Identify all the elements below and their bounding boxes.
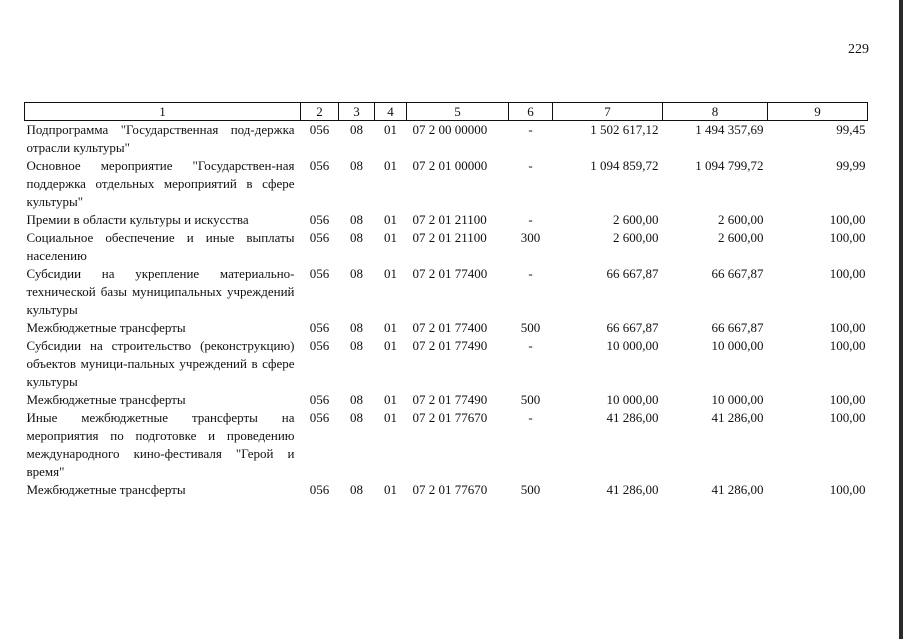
row-target-code: 07 2 01 00000 [412,158,488,173]
table-row [25,211,868,229]
header-col-2: 2 [301,103,339,121]
row-target-code: 07 2 01 77670 [412,482,488,497]
row-target-code: 07 2 01 77670 [412,410,488,425]
row-subsection-code: 01 [384,266,397,281]
row-expense-type: - [528,410,533,425]
row-subsection-code: 01 [384,122,397,137]
table-row [25,157,868,211]
row-ministry-code: 056 [309,266,330,281]
row-section-code: 08 [350,410,363,425]
row-expense-type: - [528,122,533,137]
row-target-code: 07 2 01 77400 [412,266,488,281]
row-subsection-code: 01 [384,212,397,227]
row-name: Межбюджетные трансферты [26,482,186,497]
row-percent: 100,00 [829,320,866,335]
row-target-code: 07 2 01 77400 [412,320,488,335]
row-percent: 99,99 [836,158,866,173]
row-target-code: 07 2 01 21100 [412,230,487,245]
row-name: Межбюджетные трансферты [26,320,186,335]
row-actual-amount: 1 094 799,72 [695,158,764,173]
row-name: Социальное обеспечение и иные выплаты населению [26,230,295,263]
row-percent: 100,00 [829,392,866,407]
row-actual-amount: 41 286,00 [711,482,764,497]
row-ministry-code: 056 [309,410,330,425]
table-row [25,391,868,409]
budget-table [24,102,868,499]
header-col-8: 8 [663,103,768,121]
header-col-7: 7 [553,103,663,121]
row-name: Субсидии на строительство (реконструкцию) объектов муници-пальных учреждений в сфере культуры [26,338,295,389]
table-row [25,121,868,158]
table-row [25,265,868,319]
header-col-4: 4 [375,103,407,121]
table-row [25,481,868,499]
row-actual-amount: 2 600,00 [718,230,764,245]
row-percent: 99,45 [836,122,866,137]
row-planned-amount: 10 000,00 [606,392,659,407]
row-planned-amount: 1 094 859,72 [590,158,659,173]
row-actual-amount: 41 286,00 [711,410,764,425]
row-percent: 100,00 [829,230,866,245]
header-col-3: 3 [339,103,375,121]
row-expense-type: 300 [520,230,541,245]
header-col-5: 5 [407,103,509,121]
row-expense-type: - [528,212,533,227]
row-subsection-code: 01 [384,392,397,407]
row-expense-type: 500 [520,392,541,407]
row-subsection-code: 01 [384,410,397,425]
row-expense-type: - [528,266,533,281]
row-subsection-code: 01 [384,320,397,335]
row-planned-amount: 2 600,00 [613,212,659,227]
row-actual-amount: 10 000,00 [711,392,764,407]
table-header-row [25,103,868,121]
row-section-code: 08 [350,482,363,497]
table-row [25,319,868,337]
row-planned-amount: 41 286,00 [606,410,659,425]
row-percent: 100,00 [829,338,866,353]
table-row [25,409,868,481]
row-planned-amount: 66 667,87 [606,266,659,281]
row-planned-amount: 66 667,87 [606,320,659,335]
row-expense-type: - [528,158,533,173]
row-subsection-code: 01 [384,338,397,353]
row-ministry-code: 056 [309,320,330,335]
row-ministry-code: 056 [309,482,330,497]
row-ministry-code: 056 [309,158,330,173]
header-col-1: 1 [25,103,301,121]
row-target-code: 07 2 01 77490 [412,392,488,407]
row-expense-type: 500 [520,482,541,497]
table-row [25,229,868,265]
row-expense-type: - [528,338,533,353]
row-actual-amount: 10 000,00 [711,338,764,353]
row-subsection-code: 01 [384,482,397,497]
row-actual-amount: 1 494 357,69 [695,122,764,137]
row-actual-amount: 66 667,87 [711,320,764,335]
row-ministry-code: 056 [309,230,330,245]
row-planned-amount: 41 286,00 [606,482,659,497]
row-percent: 100,00 [829,410,866,425]
row-actual-amount: 66 667,87 [711,266,764,281]
row-section-code: 08 [350,122,363,137]
row-name: Субсидии на укрепление материально-технической базы муниципальных учреждений культуры [26,266,295,317]
row-target-code: 07 2 00 00000 [412,122,488,137]
row-percent: 100,00 [829,482,866,497]
row-section-code: 08 [350,212,363,227]
header-col-9: 9 [768,103,868,121]
header-col-6: 6 [509,103,553,121]
row-ministry-code: 056 [309,338,330,353]
row-percent: 100,00 [829,212,866,227]
row-ministry-code: 056 [309,122,330,137]
row-subsection-code: 01 [384,230,397,245]
row-planned-amount: 1 502 617,12 [590,122,659,137]
row-name: Премии в области культуры и искусства [26,212,249,227]
row-section-code: 08 [350,338,363,353]
row-subsection-code: 01 [384,158,397,173]
page-number: 229 [848,42,869,57]
row-target-code: 07 2 01 21100 [412,212,487,227]
row-section-code: 08 [350,230,363,245]
row-actual-amount: 2 600,00 [718,212,764,227]
row-section-code: 08 [350,392,363,407]
row-name: Основное мероприятие "Государствен-ная поддержка отдельных мероприятий в сфере культуры" [26,158,295,209]
row-target-code: 07 2 01 77490 [412,338,488,353]
row-percent: 100,00 [829,266,866,281]
page-edge-line [899,0,903,639]
row-section-code: 08 [350,266,363,281]
row-section-code: 08 [350,158,363,173]
row-planned-amount: 2 600,00 [613,230,659,245]
row-ministry-code: 056 [309,392,330,407]
row-name: Подпрограмма "Государственная под-держка отрасли культуры" [26,122,295,155]
row-name: Иные межбюджетные трансферты на мероприятия по подготовке и проведению международного кино-фестиваля "Герой и время" [26,410,295,479]
row-expense-type: 500 [520,320,541,335]
row-ministry-code: 056 [309,212,330,227]
table-row [25,337,868,391]
row-section-code: 08 [350,320,363,335]
row-planned-amount: 10 000,00 [606,338,659,353]
row-name: Межбюджетные трансферты [26,392,186,407]
